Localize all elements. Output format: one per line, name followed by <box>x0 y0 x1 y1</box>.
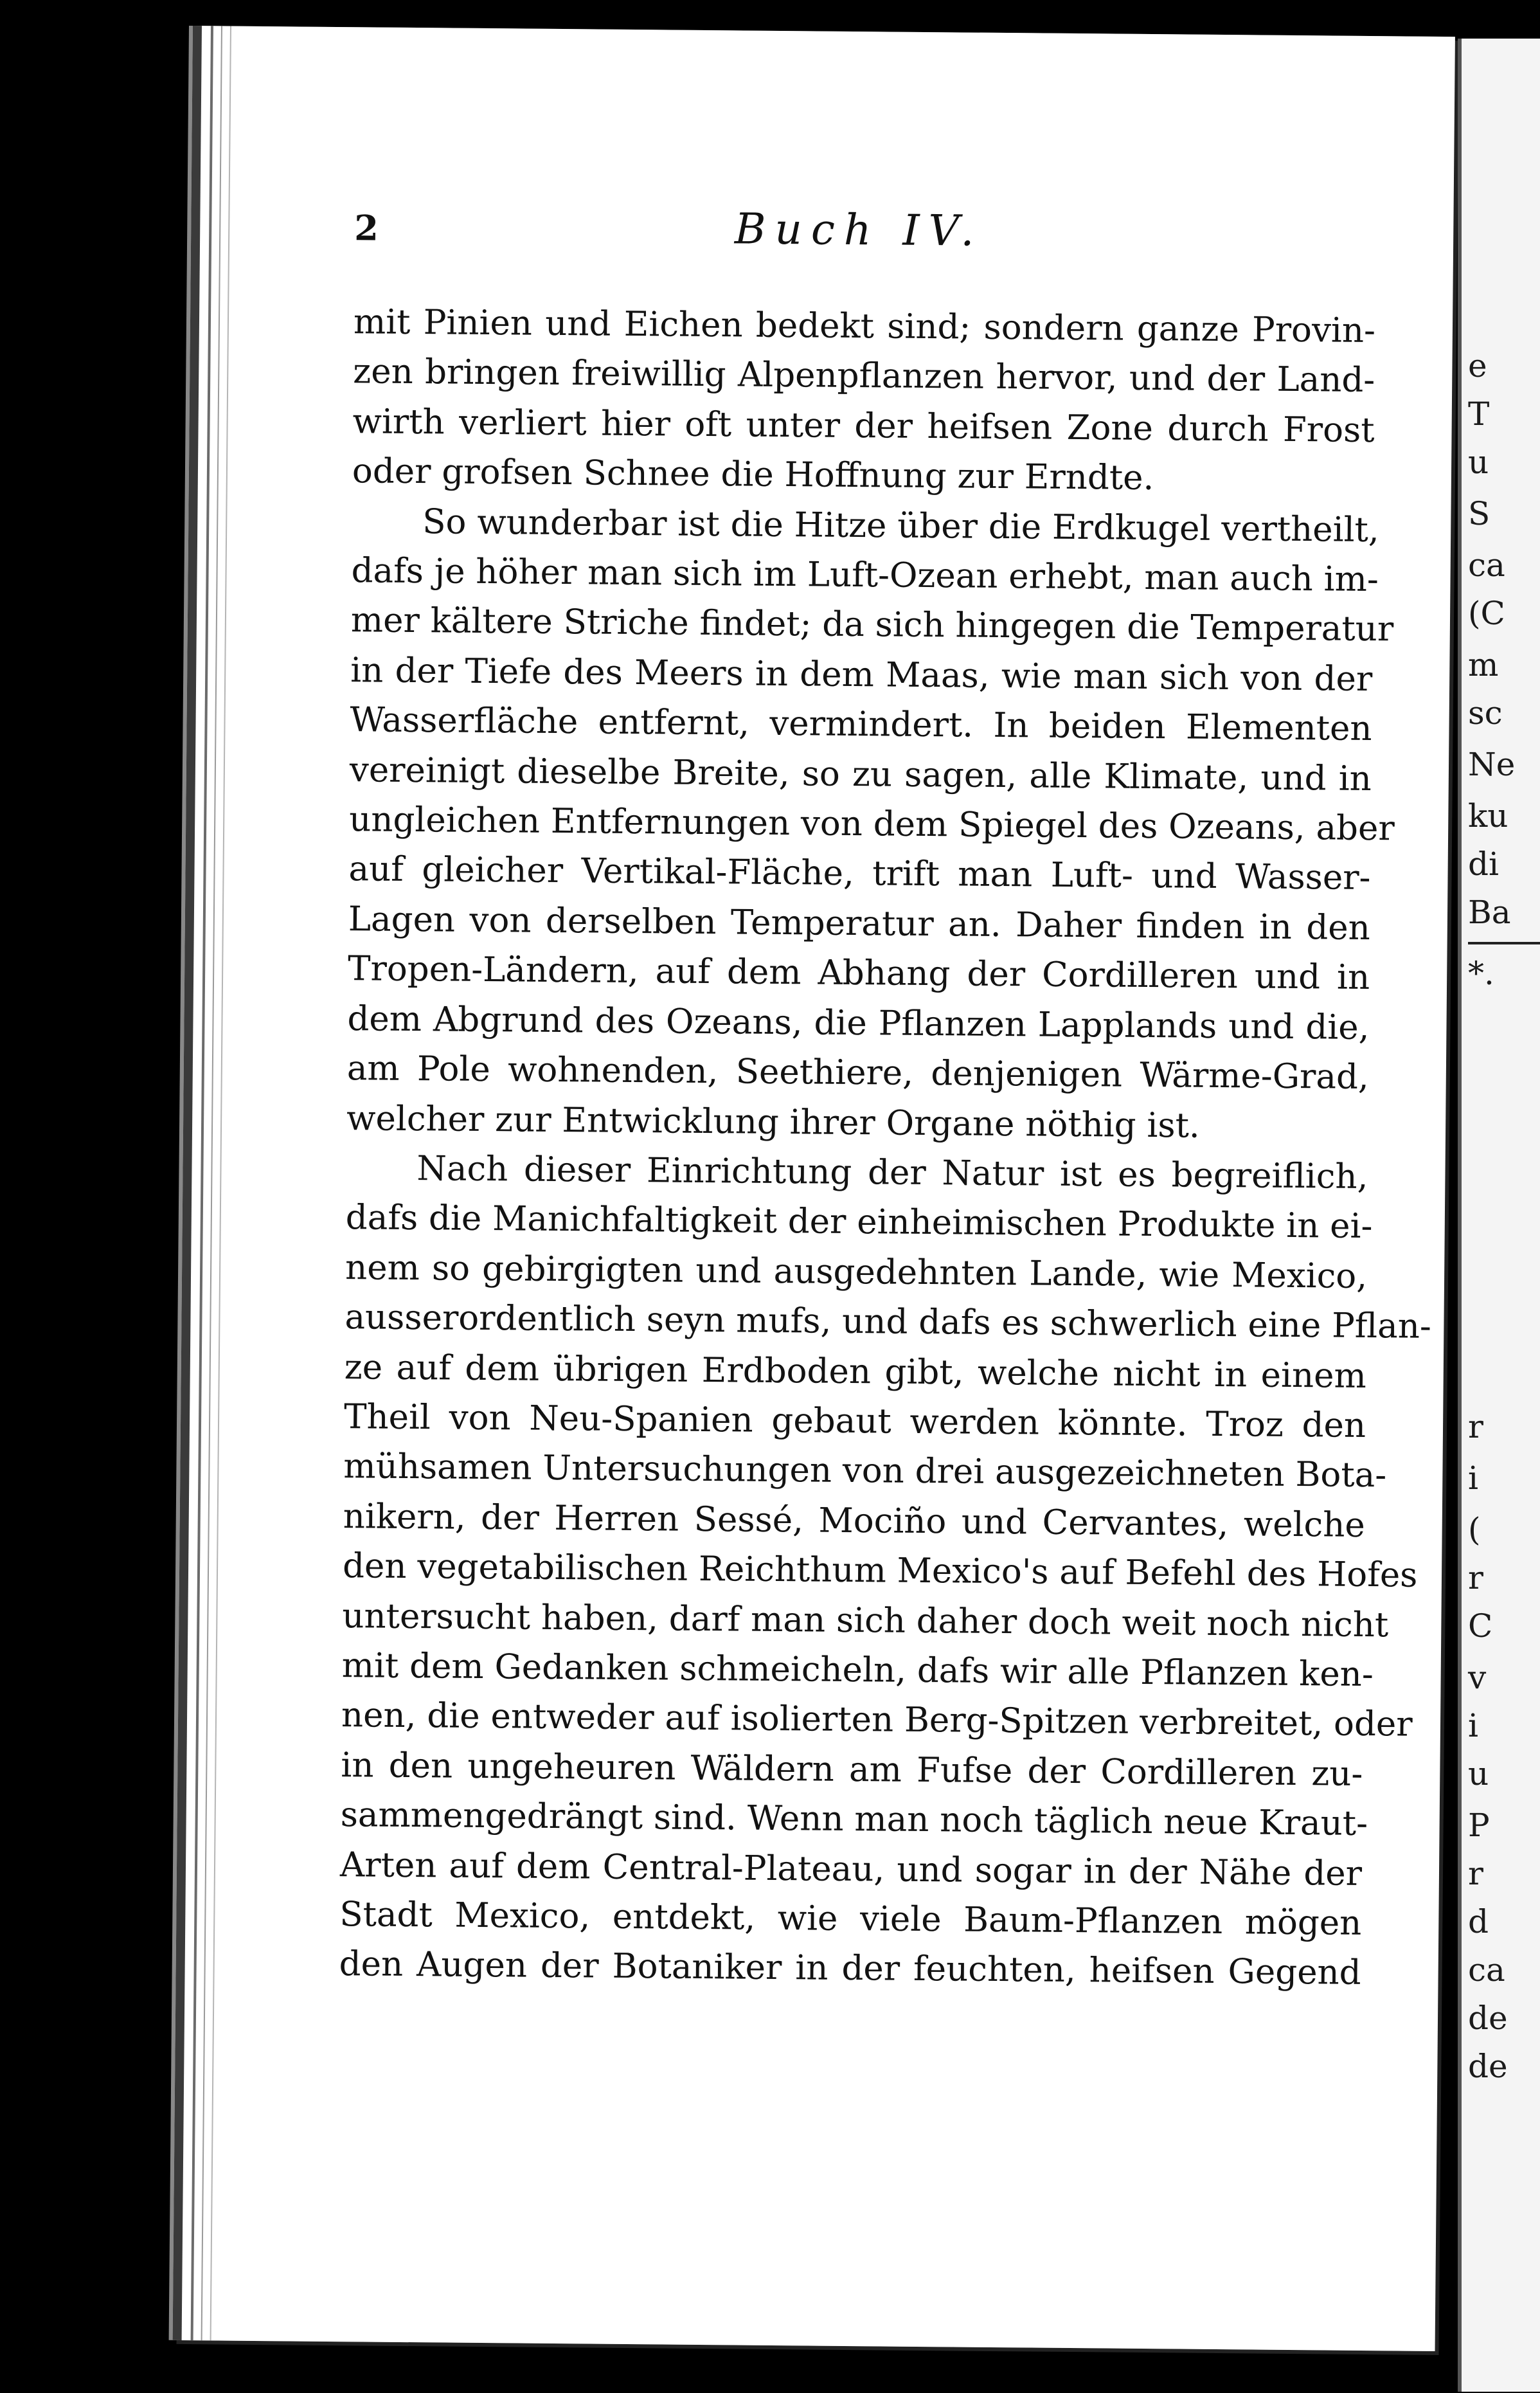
facing-line: i <box>1468 1459 1478 1497</box>
text-line: nikern, der Herren Sessé, Mociño und Cervantes, welche <box>343 1496 1365 1545</box>
text-line: den Augen der Botaniker in der feuchten, heifsen Gegend <box>339 1944 1361 1993</box>
text-line: mit Pinien und Eichen bedekt sind; sondern ganze Provin- <box>353 302 1376 351</box>
page-edge-line <box>191 26 213 2340</box>
facing-line: d <box>1468 1903 1489 1940</box>
facing-line: i <box>1468 1707 1478 1744</box>
facing-line: ku <box>1468 797 1509 835</box>
text-line: Stadt Mexico, entdekt, wie viele Baum-Pflanzen mögen <box>339 1895 1362 1943</box>
facing-line: (C <box>1468 595 1505 632</box>
text-line: Nach dieser Einrichtung der Natur ist es begreiflich, <box>416 1149 1368 1196</box>
facing-line: S <box>1468 495 1491 532</box>
facing-line: T <box>1468 395 1490 433</box>
text-line: am Pole wohnenden, Seethiere, denjenigen Wärme-Grad, <box>346 1049 1370 1097</box>
book-page <box>173 26 1455 2351</box>
text-line: mer kältere Striche findet; da sich hingegen die Temperatur <box>350 601 1394 649</box>
facing-page-fragment <box>1458 39 1540 2392</box>
text-line: wirth verliert hier oft unter der heifsen Zone durch Frost <box>352 402 1375 450</box>
facing-line: u <box>1468 444 1489 481</box>
text-line: Arten auf dem Central-Plateau, und sogar in der Nähe der <box>339 1845 1363 1893</box>
text-line: in den ungeheuren Wäldern am Fufse der Cordilleren zu- <box>341 1745 1363 1794</box>
text-line: auf gleicher Vertikal-Fläche, trift man Luft- und Wasser- <box>348 849 1371 898</box>
text-line: So wunderbar ist die Hitze über die Erdkugel vertheilt, <box>422 501 1380 550</box>
text-line: ausserordentlich seyn mufs, und dafs es schwerlich eine Pflan- <box>345 1297 1432 1347</box>
facing-line: ca <box>1468 546 1505 584</box>
facing-line: Ba <box>1468 894 1511 931</box>
facing-line: v <box>1468 1659 1487 1696</box>
text-line: in der Tiefe des Meers in dem Maas, wie man sich von der <box>350 651 1373 699</box>
facing-line: r <box>1468 1408 1483 1445</box>
facing-line: di <box>1468 845 1499 883</box>
text-line: nem so gebirgigten und ausgedehnten Lande, wie Mexico, <box>345 1247 1368 1296</box>
text-line: Tropen-Ländern, auf dem Abhang der Cordilleren und in <box>347 949 1370 998</box>
running-title: Buch IV. <box>734 204 983 256</box>
page-edge-line <box>210 26 231 2341</box>
text-line: ze auf dem übrigen Erdboden gibt, welche nicht in einem <box>344 1347 1367 1396</box>
text-line: Theil von Neu-Spanien gebaut werden könnte. Troz den <box>343 1397 1366 1445</box>
text-line: dem Abgrund des Ozeans, die Pflanzen Lapplands und die, <box>347 998 1370 1047</box>
facing-line: r <box>1468 1559 1483 1596</box>
facing-line: C <box>1468 1607 1493 1645</box>
facing-line: de <box>1468 2000 1508 2037</box>
text-line: mühsamen Untersuchungen von drei ausgezeichneten Bota- <box>343 1447 1387 1495</box>
facing-line: r <box>1468 1855 1483 1892</box>
facing-line: ca <box>1468 1951 1505 1989</box>
facing-line: m <box>1468 646 1499 683</box>
page-header <box>354 201 1364 267</box>
text-line: ungleichen Entfernungen von dem Spiegel des Ozeans, aber <box>348 800 1395 849</box>
facing-line: u <box>1468 1755 1489 1792</box>
facing-line: Ne <box>1468 746 1516 783</box>
text-line: Lagen von derselben Temperatur an. Daher finden in den <box>348 899 1371 948</box>
text-line: dafs je höher man sich im Luft-Ozean erhebt, man auch im- <box>351 551 1379 600</box>
text-line: vereinigt dieselbe Breite, so zu sagen, alle Klimate, und in <box>349 750 1372 799</box>
page-edge-line <box>201 26 222 2340</box>
text-line: mit dem Gedanken schmeicheln, dafs wir alle Pflanzen ken- <box>341 1646 1374 1695</box>
text-line: zen bringen freiwillig Alpenpflanzen hervor, und der Land- <box>353 352 1375 401</box>
text-line: sammengedrängt sind. Wenn man noch täglich neue Kraut- <box>340 1795 1368 1844</box>
text-line: untersucht haben, darf man sich daher doch weit noch nicht <box>342 1596 1389 1645</box>
text-line: den vegetabilischen Reichthum Mexico's auf Befehl des Hofes <box>342 1546 1418 1595</box>
body-text <box>339 297 1432 1998</box>
facing-line: sc <box>1468 694 1503 732</box>
text-line: oder grofsen Schnee die Hoffnung zur Erndte. <box>352 451 1154 498</box>
text-line: dafs die Manichfaltigkeit der einheimischen Produkte in ei- <box>345 1198 1373 1247</box>
text-line: nen, die entweder auf isolierten Berg-Spitzen verbreitet, oder <box>341 1695 1413 1745</box>
footnote-rule <box>1468 942 1540 944</box>
page-number: 2 <box>354 207 379 249</box>
facing-line: e <box>1468 347 1487 384</box>
facing-line: ( <box>1468 1511 1481 1548</box>
text-line: welcher zur Entwicklung ihrer Organe nöthig ist. <box>346 1098 1201 1146</box>
text-line: Wasserfläche entfernt, vermindert. In beiden Elementen <box>350 700 1372 749</box>
facing-footnote-marker: *. <box>1468 955 1494 992</box>
facing-line: P <box>1468 1807 1490 1844</box>
facing-line: de <box>1468 2048 1508 2085</box>
